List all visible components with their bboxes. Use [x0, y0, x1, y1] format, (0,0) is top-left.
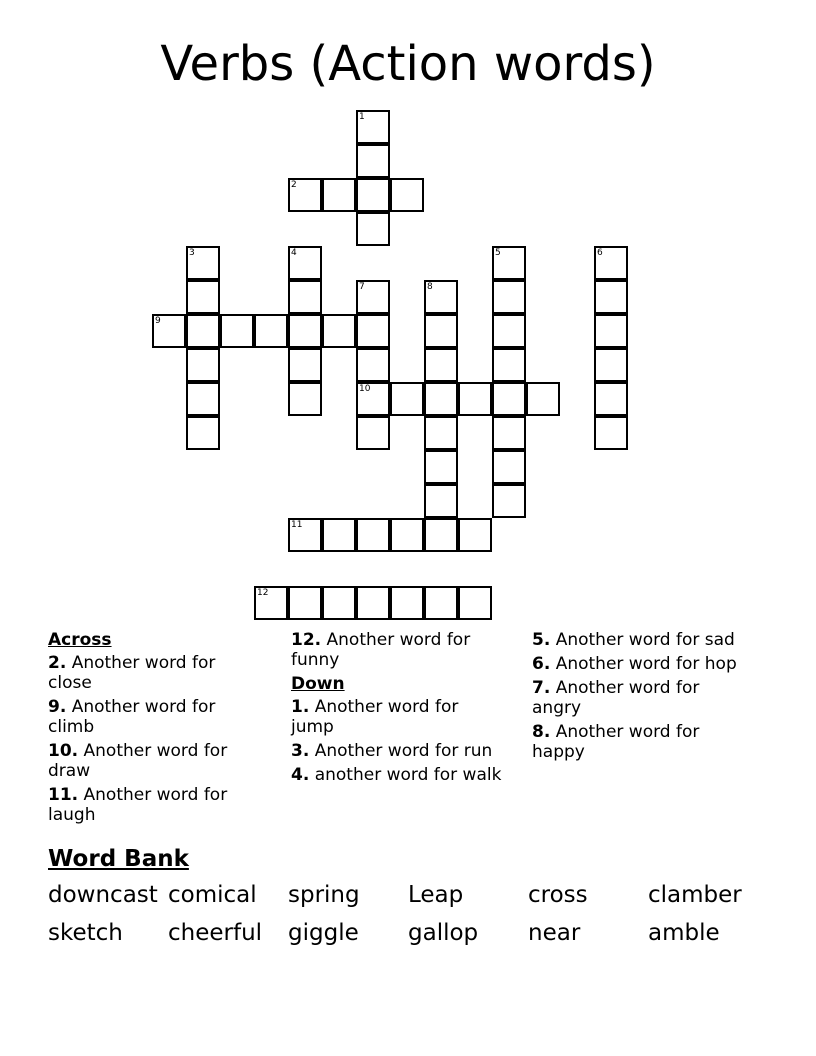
crossword-cell[interactable]: [288, 314, 322, 348]
crossword-cell[interactable]: [186, 246, 220, 280]
clue-down-3: 3. Another word for run: [291, 741, 493, 761]
clue-number: 8: [427, 282, 433, 292]
crossword-cell[interactable]: [288, 246, 322, 280]
crossword-cell[interactable]: [492, 348, 526, 382]
crossword-cell[interactable]: [594, 246, 628, 280]
clue-across-2: 2. Another word for close: [48, 653, 216, 693]
word-bank-item: spring: [288, 882, 360, 908]
word-bank-item: near: [528, 920, 581, 946]
crossword-cell[interactable]: [356, 518, 390, 552]
crossword-cell[interactable]: [186, 416, 220, 450]
clue-down-6: 6. Another word for hop: [532, 654, 737, 674]
crossword-cell[interactable]: [356, 314, 390, 348]
crossword-cell[interactable]: [492, 484, 526, 518]
crossword-cell[interactable]: [424, 586, 458, 620]
crossword-cell[interactable]: [356, 178, 390, 212]
clue-number: 7: [359, 282, 365, 292]
crossword-cell[interactable]: [322, 314, 356, 348]
clue-across-11: 11. Another word for laugh: [48, 785, 228, 825]
word-bank-item: gallop: [408, 920, 479, 946]
crossword-cell[interactable]: [356, 110, 390, 144]
word-bank-item: comical: [168, 882, 257, 908]
word-bank-item: downcast: [48, 882, 158, 908]
clue-number: 12: [257, 588, 269, 598]
clue-number: 4: [291, 248, 297, 258]
crossword-cell[interactable]: [288, 382, 322, 416]
word-bank-item: amble: [648, 920, 720, 946]
crossword-cell[interactable]: [594, 382, 628, 416]
crossword-cell[interactable]: [288, 280, 322, 314]
crossword-cell[interactable]: [594, 280, 628, 314]
crossword-cell[interactable]: [424, 280, 458, 314]
word-bank-item: sketch: [48, 920, 123, 946]
crossword-cell[interactable]: [492, 314, 526, 348]
crossword-cell[interactable]: [424, 416, 458, 450]
crossword-cell[interactable]: [492, 416, 526, 450]
crossword-cell[interactable]: [220, 314, 254, 348]
crossword-cell[interactable]: [458, 586, 492, 620]
crossword-cell[interactable]: [186, 314, 220, 348]
crossword-cell[interactable]: [390, 518, 424, 552]
clue-number: 10: [359, 384, 371, 394]
crossword-cell[interactable]: [492, 246, 526, 280]
crossword-cell[interactable]: [356, 416, 390, 450]
crossword-cell[interactable]: [356, 144, 390, 178]
crossword-cell[interactable]: [356, 212, 390, 246]
clue-number: 9: [155, 316, 161, 326]
clues-column-3: [532, 630, 747, 766]
clue-number: 5: [495, 248, 501, 258]
clue-down-1: 1. Another word for jump: [291, 697, 459, 737]
crossword-cell[interactable]: [492, 280, 526, 314]
down-heading: Down: [291, 674, 345, 694]
crossword-cell[interactable]: [322, 178, 356, 212]
word-bank-item: cross: [528, 882, 588, 908]
word-bank: [48, 882, 788, 946]
crossword-cell[interactable]: [356, 348, 390, 382]
crossword-cell[interactable]: [594, 416, 628, 450]
clue-down-8: 8. Another word for happy: [532, 722, 700, 762]
crossword-cell[interactable]: [186, 348, 220, 382]
clue-down-4: 4. another word for walk: [291, 765, 502, 785]
crossword-cell[interactable]: [458, 382, 492, 416]
crossword-cell[interactable]: [526, 382, 560, 416]
clue-number: 1: [359, 112, 365, 122]
word-bank-item: giggle: [288, 920, 359, 946]
crossword-cell[interactable]: [390, 382, 424, 416]
clue-across-9: 9. Another word for climb: [48, 697, 216, 737]
clue-number: 2: [291, 180, 297, 190]
crossword-cell[interactable]: [288, 178, 322, 212]
word-bank-item: clamber: [648, 882, 742, 908]
crossword-cell[interactable]: [492, 450, 526, 484]
crossword-cell[interactable]: [254, 586, 288, 620]
word-bank-item: Leap: [408, 882, 464, 908]
crossword-cell[interactable]: [356, 586, 390, 620]
crossword-cell[interactable]: [424, 450, 458, 484]
crossword-cell[interactable]: [356, 280, 390, 314]
crossword-cell[interactable]: [288, 518, 322, 552]
crossword-cell[interactable]: [594, 348, 628, 382]
crossword-cell[interactable]: [424, 314, 458, 348]
crossword-cell[interactable]: [322, 518, 356, 552]
crossword-cell[interactable]: [458, 518, 492, 552]
crossword-cell[interactable]: [424, 348, 458, 382]
clue-across-12: 12. Another word for funny: [291, 630, 471, 670]
word-bank-item: cheerful: [168, 920, 263, 946]
clue-down-5: 5. Another word for sad: [532, 630, 735, 650]
clue-across-10: 10. Another word for draw: [48, 741, 228, 781]
crossword-cell[interactable]: [288, 586, 322, 620]
clue-number: 3: [189, 248, 195, 258]
clue-number: 11: [291, 520, 303, 530]
crossword-cell[interactable]: [492, 382, 526, 416]
word-bank-title: Word Bank: [48, 846, 189, 872]
crossword-cell[interactable]: [390, 586, 424, 620]
clues-column-2: [291, 630, 506, 789]
clues-column-1: [48, 630, 263, 829]
crossword-cell[interactable]: [424, 382, 458, 416]
across-heading: Across: [48, 630, 112, 650]
crossword-cell[interactable]: [186, 382, 220, 416]
crossword-cell[interactable]: [288, 348, 322, 382]
page-title: Verbs (Action words): [160, 36, 656, 92]
crossword-cell[interactable]: [424, 484, 458, 518]
crossword-cell[interactable]: [152, 314, 186, 348]
crossword-cell[interactable]: [186, 280, 220, 314]
crossword-cell[interactable]: [424, 518, 458, 552]
crossword-cell[interactable]: [254, 314, 288, 348]
crossword-cell[interactable]: [390, 178, 424, 212]
clue-number: 6: [597, 248, 603, 258]
crossword-cell[interactable]: [594, 314, 628, 348]
crossword-cell[interactable]: [322, 586, 356, 620]
crossword-cell[interactable]: [356, 382, 390, 416]
clue-down-7: 7. Another word for angry: [532, 678, 700, 718]
